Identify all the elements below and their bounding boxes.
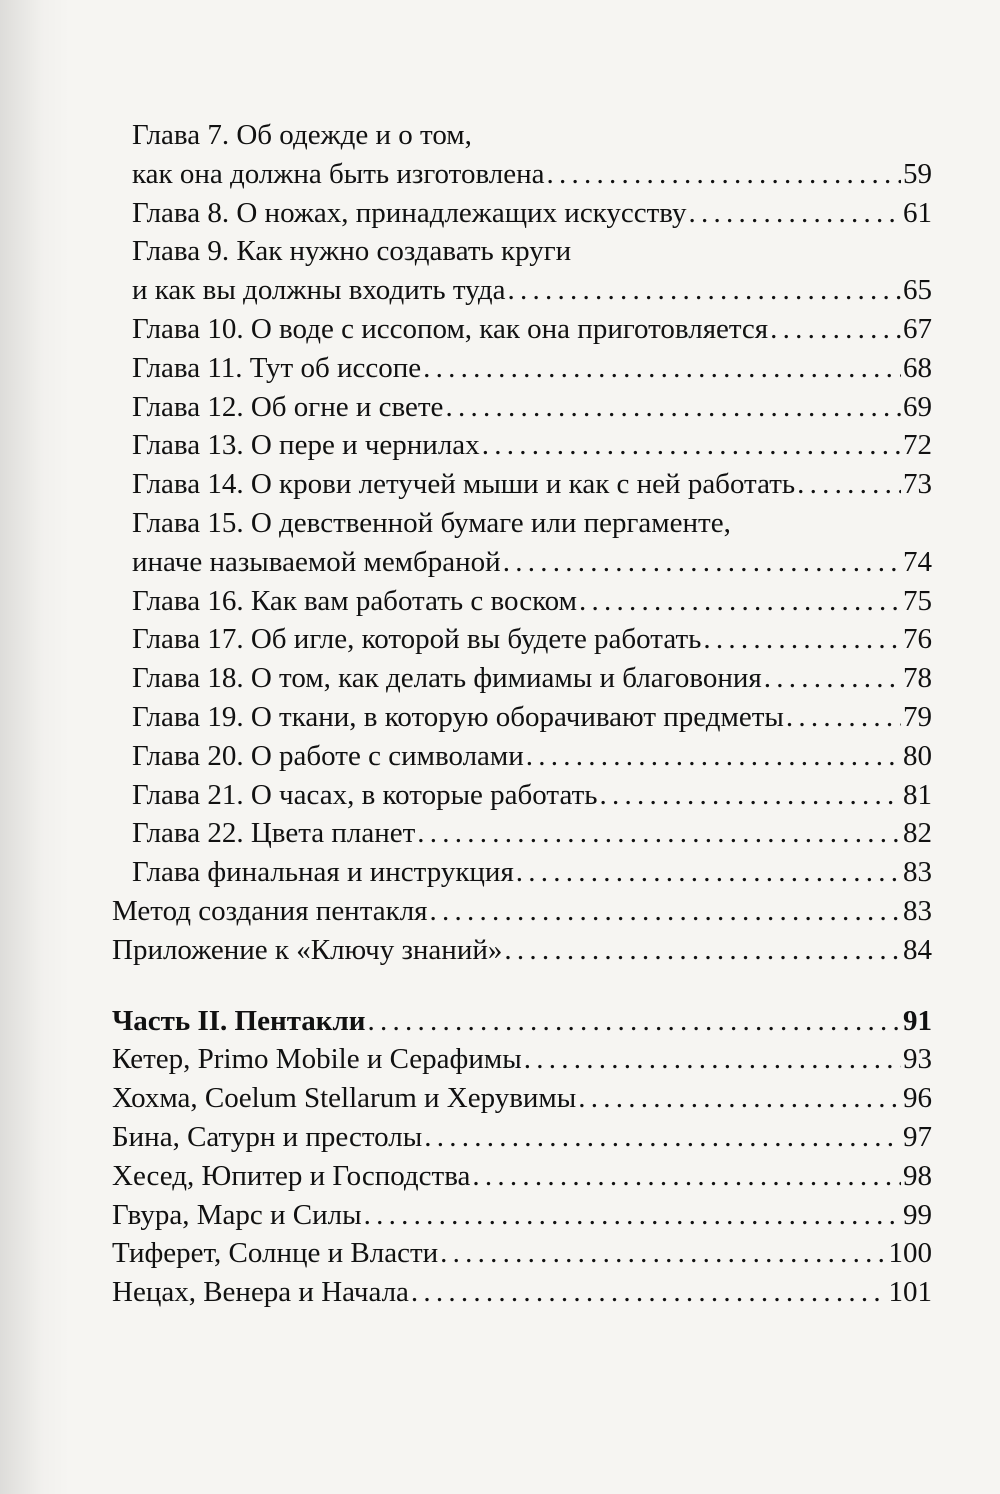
toc-entry-title: Глава 22. Цвета планет	[132, 817, 416, 850]
toc-section-heading[interactable]	[112, 1002, 932, 1041]
toc-entry-title: Метод создания пентакля	[112, 894, 428, 927]
toc-entry-page: 84	[903, 933, 932, 966]
toc-entry[interactable]	[112, 853, 932, 892]
toc-entry-page: 96	[903, 1082, 932, 1115]
toc-entry-page: 72	[903, 429, 932, 462]
toc-entry[interactable]	[112, 892, 932, 931]
toc-entry[interactable]	[112, 776, 932, 815]
toc-entry[interactable]	[112, 1234, 932, 1273]
toc-entry-title: Глава 13. О пере и чернилах	[132, 429, 480, 462]
toc-entry-page: 73	[903, 468, 932, 501]
dot-leader	[578, 1079, 901, 1118]
toc-entry-page: 93	[903, 1043, 932, 1076]
toc-entry-page: 79	[903, 700, 932, 733]
toc-entry-page: 97	[903, 1120, 932, 1153]
toc-entry-title: Хесед, Юпитер и Господства	[112, 1159, 471, 1192]
dot-leader	[786, 698, 901, 737]
dot-leader	[424, 1118, 901, 1157]
toc-entry-title: и как вы должны входить туда	[132, 274, 506, 307]
dot-leader	[764, 659, 901, 698]
toc-entry-title: Хохма, Coelum Stellarum и Херувимы	[112, 1082, 577, 1115]
dot-leader	[367, 1002, 901, 1041]
dot-leader	[547, 155, 901, 194]
toc-entry-title: Глава 10. О воде с иссопом, как она приготовляется	[132, 312, 769, 345]
table-of-contents	[112, 116, 932, 1312]
toc-entry-page: 83	[903, 894, 932, 927]
toc-entry[interactable]	[112, 349, 932, 388]
toc-entry-page: 78	[903, 662, 932, 695]
toc-entry[interactable]	[112, 1273, 932, 1312]
dot-leader	[579, 582, 901, 621]
toc-entry[interactable]	[112, 310, 932, 349]
toc-entry-title: Глава 12. Об огне и свете	[132, 390, 444, 423]
toc-entry-title: Глава 17. Об игле, которой вы будете работать	[132, 623, 702, 656]
toc-entry-page: 81	[903, 778, 932, 811]
toc-entry-title: Нецах, Венера и Начала	[112, 1276, 409, 1309]
toc-entry[interactable]	[112, 194, 932, 233]
toc-entry-page: 83	[903, 856, 932, 889]
toc-entry-title: Глава 16. Как вам работать с воском	[132, 584, 577, 617]
toc-entry-title: Глава 8. О ножах, принадлежащих искусству	[132, 196, 687, 229]
toc-entry-title: как она должна быть изготовлена	[132, 157, 545, 190]
toc-entry-title: Приложение к «Ключу знаний»	[112, 933, 503, 966]
toc-entry-title: Часть II. Пентакли	[112, 1004, 366, 1037]
toc-entry-page: 67	[903, 312, 932, 345]
toc-entry[interactable]	[112, 504, 932, 582]
toc-entry[interactable]	[112, 814, 932, 853]
dot-leader	[797, 465, 901, 504]
toc-entry[interactable]	[112, 116, 932, 194]
toc-entry-title: иначе называемой мембраной	[132, 545, 501, 578]
toc-entry-page: 91	[903, 1004, 932, 1037]
toc-entry-page: 74	[903, 545, 932, 578]
toc-entry-page: 100	[888, 1237, 932, 1270]
toc-entry-title: Гвура, Марс и Силы	[112, 1198, 362, 1231]
toc-entry-page: 68	[903, 351, 932, 384]
toc-entry[interactable]	[112, 426, 932, 465]
toc-entry[interactable]	[112, 388, 932, 427]
toc-entry-page: 101	[888, 1276, 932, 1309]
toc-entry-title: Кетер, Primo Mobile и Серафимы	[112, 1043, 522, 1076]
dot-leader	[472, 1157, 901, 1196]
dot-leader	[770, 310, 901, 349]
toc-entry-page: 69	[903, 390, 932, 423]
toc-entry[interactable]	[112, 582, 932, 621]
dot-leader	[417, 814, 901, 853]
toc-entry[interactable]	[112, 1118, 932, 1157]
toc-entry[interactable]	[112, 1040, 932, 1079]
toc-entry-title-line1: Глава 7. Об одежде и о том,	[132, 119, 472, 151]
dot-leader	[445, 388, 901, 427]
dot-leader	[688, 194, 901, 233]
toc-entry[interactable]	[112, 1157, 932, 1196]
toc-entry-title: Глава 20. О работе с символами	[132, 739, 524, 772]
toc-entry-page: 61	[903, 196, 932, 229]
dot-leader	[364, 1196, 901, 1235]
toc-entry-page: 65	[903, 274, 932, 307]
toc-entry-title: Бина, Сатурн и престолы	[112, 1120, 423, 1153]
dot-leader	[503, 543, 901, 582]
dot-leader	[440, 1234, 886, 1273]
toc-entry-page: 80	[903, 739, 932, 772]
dot-leader	[423, 349, 901, 388]
toc-entry[interactable]	[112, 465, 932, 504]
toc-entry[interactable]	[112, 1196, 932, 1235]
dot-leader	[524, 1040, 901, 1079]
toc-entry[interactable]	[112, 698, 932, 737]
dot-leader	[526, 737, 901, 776]
dot-leader	[482, 426, 901, 465]
toc-entry[interactable]	[112, 1079, 932, 1118]
dot-leader	[599, 776, 901, 815]
dot-leader	[411, 1273, 887, 1312]
dot-leader	[507, 271, 901, 310]
toc-entry[interactable]	[112, 737, 932, 776]
toc-entry[interactable]	[112, 931, 932, 970]
toc-entry-title: Глава 11. Тут об иссопе	[132, 351, 422, 384]
toc-entry-title-line1: Глава 9. Как нужно создавать круги	[132, 235, 572, 268]
toc-entry-title: Глава 14. О крови летучей мыши и как с ней работать	[132, 468, 796, 501]
toc-entry[interactable]	[112, 620, 932, 659]
page-edge-shadow	[0, 0, 70, 1494]
toc-entry-title: Глава 19. О ткани, в которую оборачивают предметы	[132, 700, 784, 733]
toc-entry-title: Тиферет, Солнце и Власти	[112, 1237, 439, 1270]
toc-entry-page: 99	[903, 1198, 932, 1231]
dot-leader	[703, 620, 901, 659]
toc-entry-title-line1: Глава 15. О девственной бумаге или пергаменте,	[132, 506, 731, 539]
dot-leader	[516, 853, 901, 892]
toc-entry-page: 59	[903, 157, 932, 190]
toc-entry-page: 75	[903, 584, 932, 617]
dot-leader	[430, 892, 901, 931]
toc-entry-title: Глава 21. О часах, в которые работать	[132, 778, 598, 811]
toc-entry-page: 98	[903, 1159, 932, 1192]
dot-leader	[504, 931, 901, 970]
toc-entry[interactable]	[112, 232, 932, 310]
toc-entry-title: Глава 18. О том, как делать фимиамы и благовония	[132, 662, 762, 695]
toc-entry-page: 76	[903, 623, 932, 656]
toc-entry-title: Глава финальная и инструкция	[132, 856, 514, 889]
toc-entry[interactable]	[112, 659, 932, 698]
toc-entry-page: 82	[903, 817, 932, 850]
